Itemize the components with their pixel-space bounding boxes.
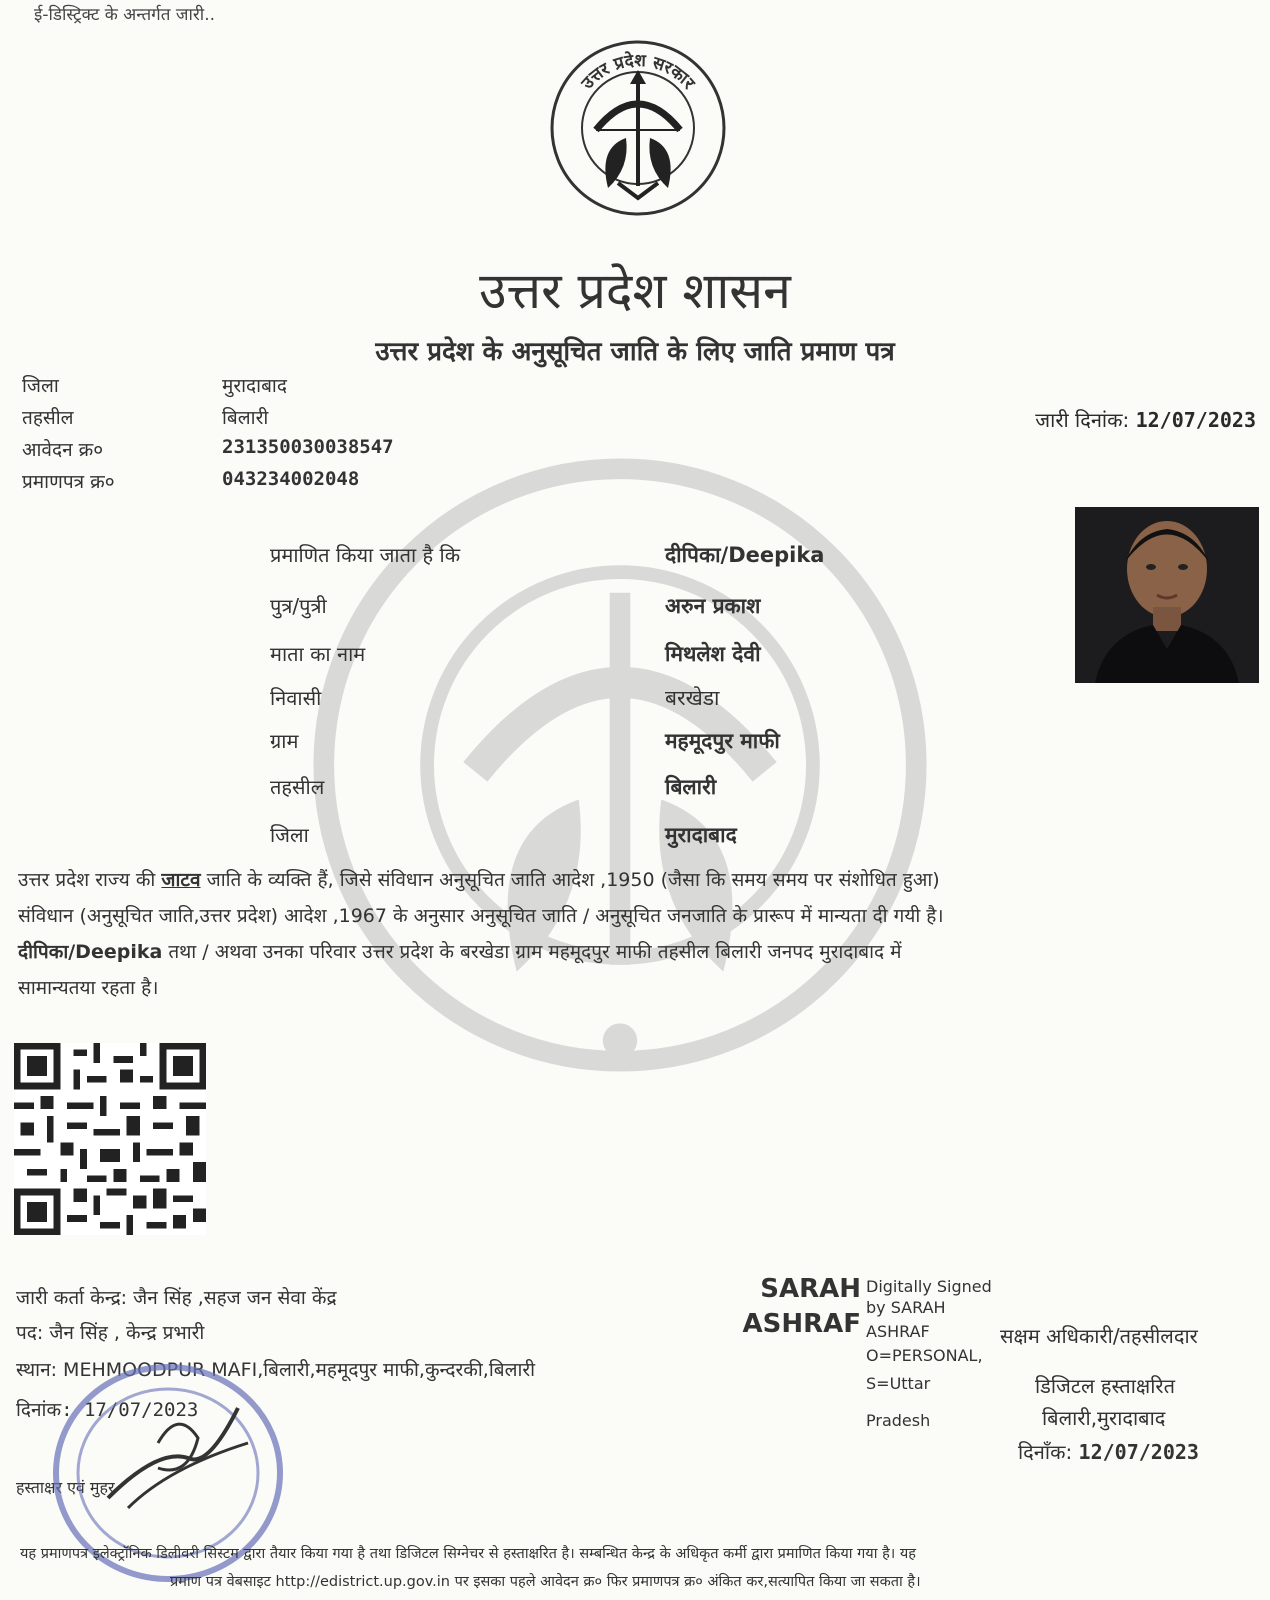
paragraph-line-3: दीपिका/Deepika तथा / अथवा उनका परिवार उत्तर प्रदेश के बरखेडा ग्राम महमूदपुर माफी तहसील बिलारी जनपद मुरादाबाद में (18, 941, 902, 963)
issuer-place: स्थान: MEHMOODPUR MAFI,बिलारी,महमूदपुर माफी,कुन्दरकी,बिलारी (16, 1359, 536, 1381)
officer-date (1018, 1438, 1199, 1465)
signature-detail-2: by SARAH (866, 1298, 946, 1317)
signature-detail-1: Digitally Signed (866, 1277, 992, 1296)
detail-value-village: महमूदपुर माफी (665, 729, 780, 753)
detail-label-district: जिला (270, 823, 309, 847)
qr-code-icon (14, 1043, 206, 1235)
bottom-note-line-1: यह प्रमाणपत्र इलेक्ट्रॉनिक डिलीवरी सिस्टम द्वारा तैयार किया गया है तथा डिजिटल सिग्नेचर से हस्ताक्षरित है। सम्बन्धित केन्द्र के अधिकृत कर्मी द्वारा प्रमाणित किया गया है। यह (20, 1546, 916, 1562)
issue-date-label: जारी दिनांक: (1035, 408, 1130, 432)
certificate-subtitle: उत्तर प्रदेश के अनुसूचित जाति के लिए जाति प्रमाण पत्र (375, 337, 895, 367)
issue-date-value: 12/07/2023 (1135, 408, 1256, 432)
detail-label-parent: पुत्र/पुत्री (270, 594, 327, 618)
detail-label-village: ग्राम (270, 729, 299, 753)
issuer-post: पद: जैन सिंह , केन्द्र प्रभारी (16, 1322, 205, 1344)
svg-text:उत्तर प्रदेश सरकार: उत्तर प्रदेश सरकार (577, 50, 699, 94)
officer-digitally-signed: डिजिटल हस्ताक्षरित (1035, 1374, 1175, 1398)
officer-date-label: दिनाँक: (1018, 1440, 1073, 1464)
officer-title: सक्षम अधिकारी/तहसीलदार (1000, 1324, 1198, 1348)
person-photo-icon (1075, 507, 1259, 683)
signature-detail-6: Pradesh (866, 1411, 931, 1430)
meta-value-certificate-no: 043234002048 (222, 468, 360, 490)
detail-value-resident: बरखेडा (665, 686, 720, 710)
detail-label-resident: निवासी (270, 686, 322, 710)
bottom-note (20, 1540, 1255, 1596)
detail-value-mother: मिथलेश देवी (665, 642, 761, 666)
caste-name: जाटव (161, 869, 201, 891)
paragraph-line-2: संविधान (अनुसूचित जाति,उत्तर प्रदेश) आदेश ,1967 के अनुसार अनुसूचित जाति / अनुसूचित जनजाति के प्रारूप में मान्यता दी गयी है। (18, 905, 944, 927)
paragraph-line-1: उत्तर प्रदेश राज्य की जाटव जाति के व्यक्ति हैं, जिसे संविधान अनुसूचित जाति आदेश ,1950 (जैसा कि समय समय पर संशोधित हुआ) (18, 869, 940, 891)
detail-value-district: मुरादाबाद (665, 823, 737, 847)
detail-label-mother: माता का नाम (270, 642, 366, 666)
meta-label-tehsil: तहसील (22, 407, 74, 429)
meta-value-tehsil: बिलारी (222, 407, 269, 429)
signature-detail-4: O=PERSONAL, (866, 1346, 983, 1365)
issuer-date: दिनांक: 17/07/2023 (16, 1399, 199, 1421)
issuer-signature-label: हस्ताक्षर एवं मुहर (16, 1478, 115, 1497)
detail-label-certified: प्रमाणित किया जाता है कि (270, 543, 461, 567)
signature-detail-3: ASHRAF (866, 1322, 930, 1341)
paragraph-name: दीपिका/Deepika (18, 941, 163, 963)
top-note: ई-डिस्ट्रिक्ट के अन्तर्गत जारी.. (34, 5, 216, 25)
detail-value-tehsil: बिलारी (665, 775, 717, 799)
officer-date-value: 12/07/2023 (1078, 1440, 1199, 1464)
meta-value-application-no: 231350030038547 (222, 436, 394, 458)
issue-date (1035, 406, 1256, 433)
page-title: उत्तर प्रदेश शासन (479, 262, 791, 320)
up-government-emblem-icon (548, 38, 728, 218)
paragraph-line-4: सामान्यतया रहता है। (18, 977, 159, 999)
meta-value-district: मुरादाबाद (222, 375, 287, 397)
applicant-photo (1075, 507, 1259, 683)
meta-label-district: जिला (22, 375, 59, 397)
bottom-note-line-2: प्रमाण पत्र वेबसाइट http://edistrict.up.gov.in पर इसका पहले आवेदन क्र० फिर प्रमाणपत्र क्र० अंकित कर,सत्यापित किया जा सकता है। (170, 1574, 921, 1590)
detail-value-parent: अरुन प्रकाश (665, 594, 761, 618)
signature-detail-5: S=Uttar (866, 1374, 931, 1393)
signer-name-line-1: SARAH (760, 1274, 861, 1304)
detail-label-tehsil: तहसील (270, 775, 325, 799)
signer-name-line-2: ASHRAF (742, 1309, 861, 1339)
meta-label-application-no: आवेदन क्र० (22, 439, 104, 461)
certificate-paragraph (18, 862, 1256, 1006)
meta-label-certificate-no: प्रमाणपत्र क्र० (22, 471, 115, 493)
issuer-center: जारी कर्ता केन्द्र: जैन सिंह ,सहज जन सेवा केंद्र (16, 1287, 337, 1309)
officer-place: बिलारी,मुरादाबाद (1042, 1406, 1166, 1430)
detail-value-name: दीपिका/Deepika (665, 543, 825, 567)
